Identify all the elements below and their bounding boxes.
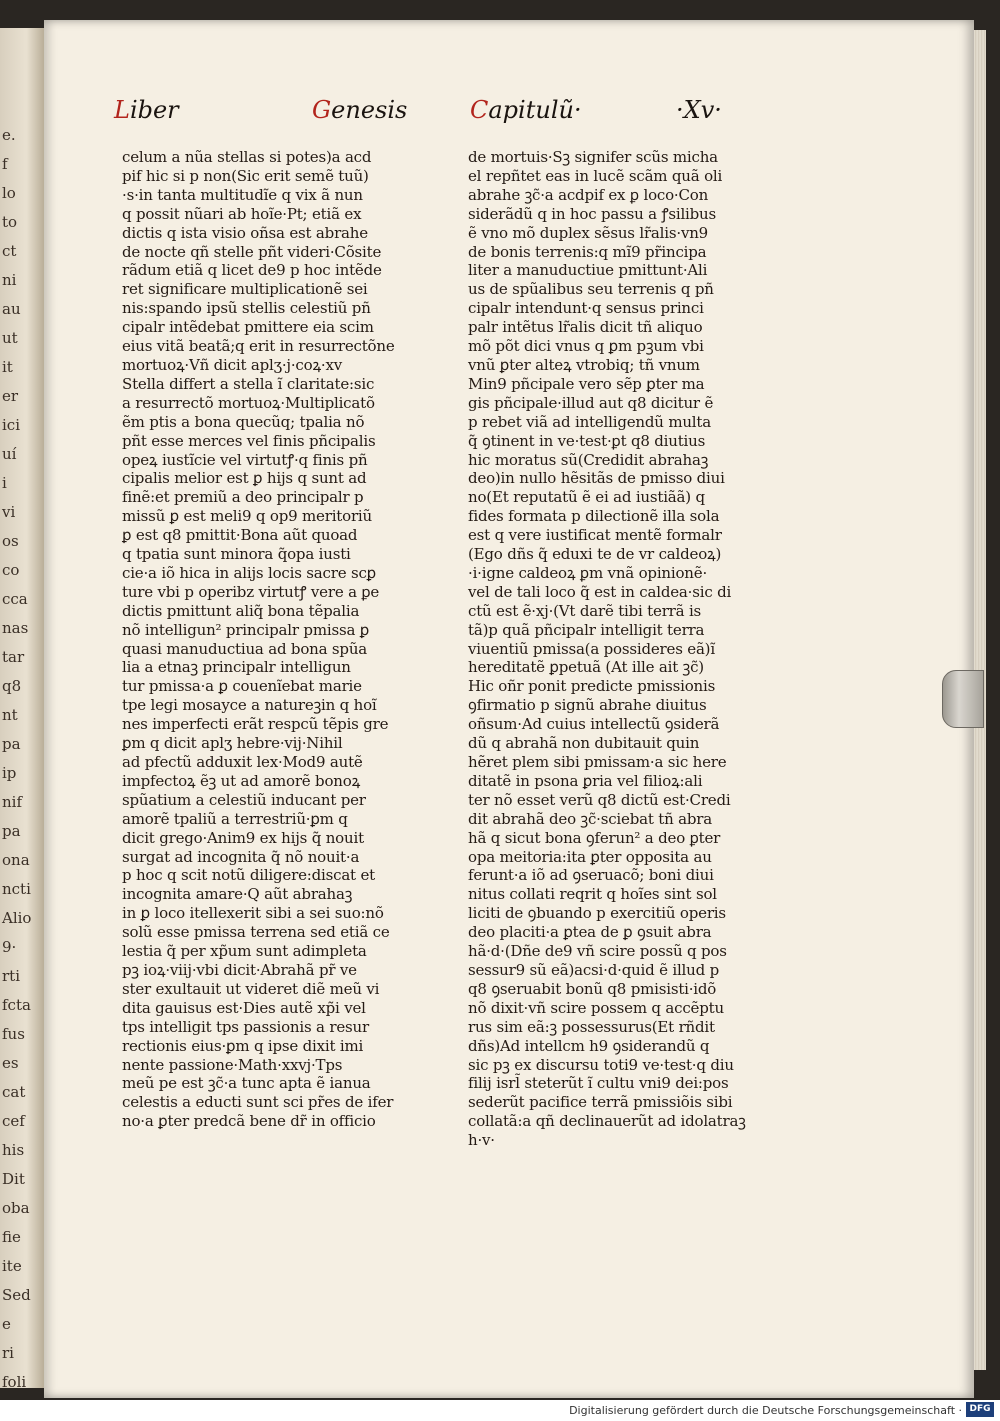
text-line: palr intẽtus lr̃alis dicit tñ aliquo [468,318,703,337]
text-line: liciti de ꝯbuando p exercitiũ operis [468,904,726,923]
text-line: hic moratus sũ(Credidit abrahaꝫ [468,450,709,469]
text-line: mõ põt dici vnus q ꝑm pꝫum vbi [468,337,704,356]
facing-page-text: q8 [2,677,22,695]
text-line: q8 ꝯseruabit bonũ q8 pmisisti·idõ [468,979,717,998]
text-line: est q vere iustificat mentẽ formalr [468,526,722,545]
facing-page-text: vi [2,503,16,521]
text-line: lia a etnaꝫ principalr intelligun [122,658,351,677]
text-line: dicit grego·Anim9 ex hijs q̃ nouit [122,828,364,847]
facing-page-text: 9· [2,938,17,956]
text-line: lestia q̃ per xp̃um sunt adimpleta [122,942,367,961]
footer [0,1400,1000,1421]
text-line: q tpatia sunt minora q̃opa iusti [122,545,351,564]
text-line: ꝑm q dicit aplʒ hebre·vij·Nihil [122,734,343,753]
text-line: deo placiti·a ꝑtea de ꝑ ꝯsuit abra [468,923,712,942]
head-chapter-number: ·Xv· [676,96,722,124]
text-line: pꝫ ioꝝ·viij·vbi dicit·Abrahã pr̃ ve [122,960,357,979]
text-line: tpe legi mosayce a natureꝫin q hoĩ [122,696,377,715]
text-line: hã·d·(Dñe de9 vñ scire possũ q pos [468,942,727,961]
facing-page-text: his [2,1141,25,1159]
text-line: hereditatẽ ꝑpetuã (At ille ait ꝫc̃) [468,658,704,677]
text-line: rãdum etiã q licet de9 p hoc intẽde [122,261,382,280]
text-line: rectionis eius·ꝑm q ipse dixit imi [122,1036,364,1055]
text-line: cipalr intẽdebat pmittere eia scim [122,318,374,337]
facing-page-text: oba [2,1199,30,1217]
facing-page-text: rti [2,967,20,985]
facing-page-text: e [2,1315,11,1333]
text-line: nõ intelligun² principalr pmissa ꝑ [122,620,370,639]
text-line: dictis pmittunt aliq̃ bona tẽpalia [122,601,360,620]
text-line: missũ ꝑ est meli9 q op9 meritoriũ [122,507,372,526]
facing-page-text: ni [2,271,17,289]
text-line: ·i·igne caldeoꝝ ꝑm vnã opinionẽ· [468,563,708,582]
text-line: nes imperfecti erãt respcũ tẽpis gre [122,715,389,734]
text-line: ture vbi p operibz virtutꝭ vere a ꝑe [122,582,380,601]
text-line: liter a manuductiue pmittunt·Ali [468,261,708,280]
text-line: deo)in nullo hẽsitãs de pmisso diui [468,469,725,488]
facing-page-text: es [2,1054,19,1072]
facing-page-text: cef [2,1112,25,1130]
text-line: cipalr intendunt·q sensus princi [468,299,704,318]
text-line: nitus collati reqrit q hoĩes sint sol [468,885,717,904]
text-line: opa meitoria:ita ꝑter opposita au [468,847,712,866]
text-line: quasi manuductiua ad bona spũa [122,639,368,658]
text-line: de nocte qñ stelle pñt videri·Cõsite [122,242,382,261]
text-line: ·s·in tanta multitudĩe q vix ã nun [122,185,363,204]
text-line: rus sim eã:ꝫ possessurus(Et rñdit [468,1017,715,1036]
text-line: sederũt pacifice terrã pmissiõis sibi [468,1093,733,1112]
facing-page-text: er [2,387,19,405]
text-line: nente passione·Math·xxvj·Tps [122,1055,343,1074]
facing-page-text: pa [2,822,21,840]
text-line: de bonis terrenis:q mĩ9 pr̃incipa [468,242,707,261]
text-line: amorẽ tpaliũ a terrestriũ·ꝑm q [122,809,348,828]
facing-page-text: fus [2,1025,25,1043]
text-line: incognita amare·Q aũt abrahaꝫ [122,885,353,904]
facing-page-text: fcta [2,996,31,1014]
text-line: celestis a educti sunt sci pr̃es de ifer [122,1093,394,1112]
text-line: sic pꝫ ex discursu toti9 ve·test·q diu [468,1055,734,1074]
text-line: no(Et reputatũ ẽ ei ad iustiãã) q [468,488,705,507]
text-line: Hic oñr ponit predicte pmissionis [468,677,716,696]
dfg-logo: DFG [966,1402,994,1417]
facing-page-text: os [2,532,19,550]
facing-page-text: to [2,213,18,231]
text-line: collatã:a qñ declinauerũt ad idolatraꝫ [468,1112,746,1131]
book-clip [942,670,984,728]
text-line: impfectoꝝ ẽꝫ ut ad amorẽ bonoꝝ [122,771,361,790]
head-liber: Liber [114,96,179,124]
text-line: nis:spando ipsũ stellis celestiũ pñ [122,299,371,318]
text-column-left [122,148,404,1131]
text-column-right [468,148,758,1150]
facing-page-text: nt [2,706,18,724]
facing-page-text: ite [2,1257,22,1275]
text-line: viuentiũ pmissa(a possideres eã)ĩ [468,639,715,658]
text-line: no·a ꝑter predcã bene dr̃ in officio [122,1112,376,1131]
text-line: pñt esse merces vel finis pñcipalis [122,431,376,450]
facing-page-text: i [2,474,7,492]
facing-page-text: cat [2,1083,26,1101]
text-line: ctũ est ẽ·xj·(Vt darẽ tibi terrã is [468,601,702,620]
facing-page-text: e. [2,126,16,144]
facing-page-text: pa [2,735,21,753]
text-line: p rebet viã ad intelligendũ multa [468,412,711,431]
text-line: meũ pe est ꝫc̃·a tunc apta ẽ ianua [122,1074,371,1093]
facing-page-text: Dit [2,1170,25,1188]
text-line: us de spũalibus seu terrenis q pñ [468,280,714,299]
text-line: solũ esse pmissa terrena sed etiã ce [122,923,390,942]
text-line: opeꝝ iustĩcie vel virtutꝭ·q finis pñ [122,450,368,469]
digitization-credit: Digitalisierung gefördert durch die Deutsche Forschungsgemeinschaft · [569,1404,962,1417]
text-line: spũatium a celestiũ inducant per [122,790,366,809]
text-line: tur pmissa·a ꝑ couenĩebat marie [122,677,362,696]
facing-page-text: ip [2,764,17,782]
head-capitulum: Capitulũ· [470,96,582,124]
facing-page-text: au [2,300,21,318]
text-line: hẽret plem sibi pmissam·a sic here [468,753,727,771]
text-line: dũ q abrahã non dubitauit quin [468,734,700,753]
text-line: dit abrahã deo ꝫc̃·sciebat tñ abra [468,809,712,828]
text-line: ditatẽ in psona ꝑria vel filioꝝ:ali [468,771,703,790]
text-line: nõ dixit·vñ scire possem q accẽptu [468,998,724,1017]
text-line: (Ego dñs q̃ eduxi te de vr caldeoꝝ) [468,545,722,564]
text-line: in ꝑ loco itellexerit sibi a sei suo:nõ [122,904,384,923]
text-line: ret significare multiplicationẽ sei [122,280,368,299]
facing-page-text: it [2,358,13,376]
facing-page-text: ncti [2,880,31,898]
facing-page-fragment [0,28,44,1391]
facing-page-text: ut [2,329,18,347]
text-line: cipalis melior est ꝑ hijs q sunt ad [122,469,367,488]
text-line: mortuoꝝ·Vñ dicit aplʒ·j·coꝝ·xv [122,355,343,374]
text-line: abrahe ꝫc̃·a acdpif ex ꝑ loco·Con [468,185,709,204]
facing-page-text: ici [2,416,20,434]
text-line: pif hic si p non(Sic erit semẽ tuũ) [122,166,369,185]
text-line: p hoc q scit notũ diligere:discat et [122,866,375,885]
text-line: tps intelligit tps passionis a resur [122,1017,369,1036]
text-line: finẽ:et premiũ a deo principalr p [122,488,364,507]
text-line: vel de tali loco q̃ est in caldea·sic di [468,582,732,601]
text-line: q possit nũari ab hoĩe·Pt; etiã ex [122,204,362,223]
text-line: sessur9 sũ eã)acsi·d·quid ẽ illud p [468,960,719,979]
facing-page-text: fie [2,1228,21,1246]
facing-page-text: cca [2,590,28,608]
facing-page-text: uí [2,445,17,463]
text-line: h·v· [468,1131,495,1150]
facing-page-text: nas [2,619,29,637]
text-line: ferunt·a iõ ad ꝯseruacõ; boni diui [468,866,714,885]
text-line: a resurrectõ mortuoꝝ·Multiplicatõ [122,393,375,412]
text-line: el repñtet eas in lucẽ scãm quã oli [468,166,723,185]
text-line: celum a nũa stellas si potes)a acd [122,148,372,166]
text-line: eius vitã beatã;q erit in resurrectõne [122,337,395,356]
text-line: filij isrl̃ steterũt ĩ cultu vni9 dei:pos [468,1074,729,1093]
text-line: ster exultauit ut videret diẽ meũ vi [122,979,380,998]
facing-page-text: foli [2,1373,27,1391]
text-line: fides formata p dilectionẽ illa sola [468,507,720,526]
text-line: Min9 pñcipale vero sẽp ꝑter ma [468,374,705,393]
text-line: dita gauisus est·Dies autẽ xp̃i vel [122,998,366,1017]
text-line: hã q sicut bona ꝯferun² a deo ꝑter [468,828,721,847]
head-genesis: Genesis [312,96,408,124]
text-line: ẽ vno mõ duplex sẽsus lr̃alis·vn9 [468,223,709,242]
text-line: Stella differt a stella ĩ claritate:sic [122,374,375,393]
text-line: gis pñcipale·illud aut q8 dicitur ẽ [468,393,714,412]
facing-page-text: nif [2,793,23,811]
text-line: ꝯfirmatio p signũ abrahe diuitus [468,696,707,715]
text-line: oñsum·Ad cuius intellectũ ꝯsiderã [468,715,720,734]
text-line: surgat ad incognita q̃ nõ nouit·a [122,847,360,866]
facing-page-text: ri [2,1344,14,1362]
facing-page-text: f [2,155,8,173]
facing-page-text: co [2,561,20,579]
facing-page-text: lo [2,184,16,202]
text-line: dictis q ista visio oñsa est abrahe [122,223,368,242]
text-line: ꝑ est q8 pmittit·Bona aũt quoad [122,526,358,545]
text-line: de mortuis·Sꝫ signifer scũs micha [468,148,718,166]
text-line: siderãdũ q in hoc passu a ꝭsilibus [468,204,717,223]
facing-page-text: tar [2,648,25,666]
facing-page-text: Sed [2,1286,31,1304]
text-line: tã)p quã pñcipalr intelligit terra [468,620,705,639]
facing-page-text: ona [2,851,30,869]
text-line: ter nõ esset verũ q8 dictũ est·Credi [468,790,731,809]
text-line: dñs)Ad intellcm h9 ꝯsiderandũ q [468,1036,710,1055]
text-line: cie·a iõ hica in alijs locis sacre scꝑ [122,563,376,582]
text-line: vnũ ꝑter alteꝝ vtrobiq; tñ vnum [468,355,700,374]
text-line: q̃ ꝯtinent in ve·test·ꝑt q8 diutius [468,431,706,450]
facing-page-text: Alio [2,909,32,927]
text-line: ẽm ptis a bona quecũq; tpalia nõ [122,412,365,431]
text-line: ad pfectũ adduxit lex·Mod9 autẽ [122,753,363,771]
facing-page-text: ct [2,242,17,260]
